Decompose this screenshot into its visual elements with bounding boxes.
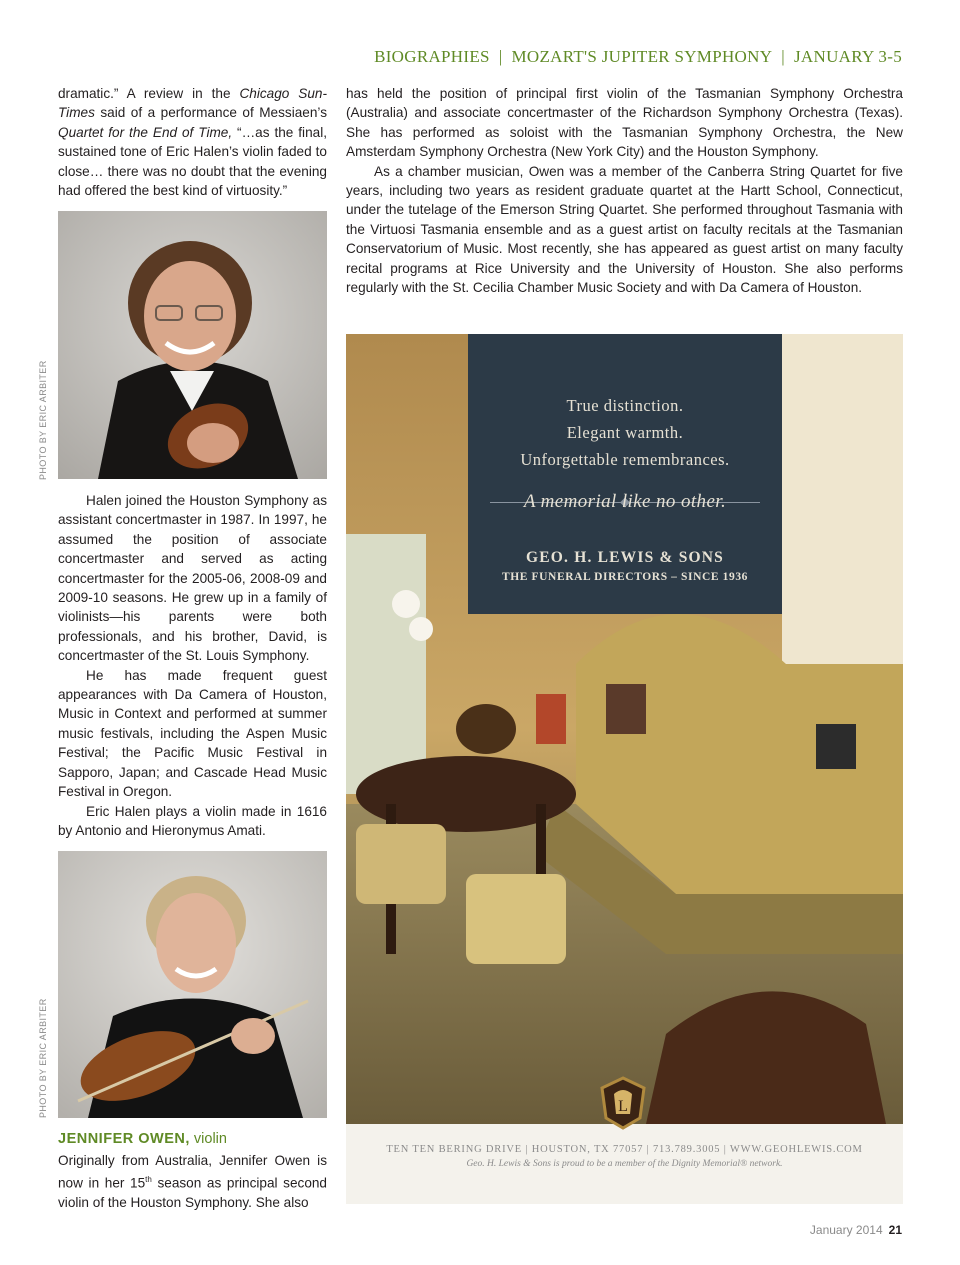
left-column-bio [58,491,327,840]
page-footer [810,1223,902,1237]
paragraph: Eric Halen plays a violin made in 1616 by Antonio and Hieronymus Amati. [58,803,327,838]
ordinal-suffix: th [145,1175,152,1185]
text: dramatic.” A review in the [58,86,240,101]
ad-line: Elegant warmth. [566,423,684,442]
header-separator: | [781,47,786,66]
header-separator: | [498,47,503,66]
text: “…as the final, sustained tone of Eric Halen’s violin faded to close… there was no doubt that the evening had offered the best kind of virtuosity.” [58,124,327,199]
ad-message-panel [468,334,782,614]
jennifer-owen-photo [58,851,327,1118]
text: said of a performance of Messiaen’s [94,105,327,121]
eric-halen-photo [58,211,327,479]
header-section: BIOGRAPHIES [374,47,490,66]
work-title: Quartet for the End of Time, [58,124,233,140]
musician-name: JENNIFER OWEN, [58,1131,190,1147]
ad-footer [346,1124,903,1204]
running-header [374,47,902,67]
bio-heading [58,1131,227,1147]
ad-network-note: Geo. H. Lewis & Sons is proud to be a member of the Dignity Memorial® network. [466,1159,783,1169]
portrait-image [58,851,327,1118]
header-dates: JANUARY 3-5 [794,47,902,66]
paragraph: has held the position of principal first violin of the Tasmanian Symphony Orchestra (Australia) and associate concertmaster of the Richardson Symphony Orchestra (Texas). She has performed as soloist with the Tasmanian Symphony Orchestra, the New Amsterdam Symphony Orchestra (New York City) and the Houston Symphony. [346,86,903,160]
crest-logo-icon [594,1074,652,1132]
ad-tagline: A memorial like no other. [523,491,727,512]
musician-instrument: violin [189,1131,227,1147]
ad-company-subtitle: THE FUNERAL DIRECTORS – SINCE 1936 [501,571,749,583]
funeral-home-advertisement [346,334,903,1204]
issue-date: January 2014 [809,1223,883,1237]
text: Originally from Australia, Jennifer Owen is now in her 15 [58,1153,327,1191]
paragraph: Halen joined the Houston Symphony as assistant concertmaster in 1987. In 1997, he assumed the position of associate concertmaster and served as acting concertmaster for the 2005-06, 2008-09 and 2009-10 seasons. He grew up in a family of violinists—his parents were both professionals, and his brother, David, is concertmaster of the St. Louis Symphony. [58,493,327,664]
ad-line: True distinction. [566,396,684,415]
photo-credit: PHOTO BY ERIC ARBITER [38,998,48,1118]
right-column-bio [346,84,903,297]
svg-text:L: L [618,1098,628,1115]
ad-company-name: GEO. H. LEWIS & SONS [526,549,724,566]
paragraph [58,1151,327,1213]
ad-line: Unforgettable remembrances. [520,450,730,469]
left-column-owen [58,1151,327,1213]
paragraph [58,84,327,200]
publication-title: Chicago Sun-Times [58,86,327,121]
paragraph: He has made frequent guest appearances with Da Camera of Houston, Music in Context and performed at summer music festivals, including the Aspen Music Festival; the Pacific Music Festival in Sapporo, Japan; and Cascade Head Music Festival in Oregon. [58,667,327,800]
header-concert: MOZART'S JUPITER SYMPHONY [511,47,773,66]
left-column-intro [58,84,327,200]
photo-credit: PHOTO BY ERIC ARBITER [38,360,48,480]
text: season as principal second violin of the Houston Symphony. She also [58,1175,327,1211]
paragraph: As a chamber musician, Owen was a member of the Canberra String Quartet for five years, including two years as resident graduate quartet at the Hartt School, Connecticut, under the tutelage of the Emerson String Quartet. She performed throughout Tasmania with the Virtuosi Tasmania ensemble and as a guest artist on faculty recitals at the Tasmanian Conservatorium of Music. Most recently, she has appeared as guest artist on many faculty recital programs at Rice University and the University of Houston. She also performs regularly with the St. Cecilia Chamber Music Society and with Da Camera of Houston. [346,163,903,296]
page-number: 21 [888,1223,902,1237]
portrait-image [58,211,327,479]
ad-address: TEN TEN BERING DRIVE | HOUSTON, TX 77057 | 713.789.3005 | WWW.GEOHLEWIS.COM [386,1144,863,1155]
